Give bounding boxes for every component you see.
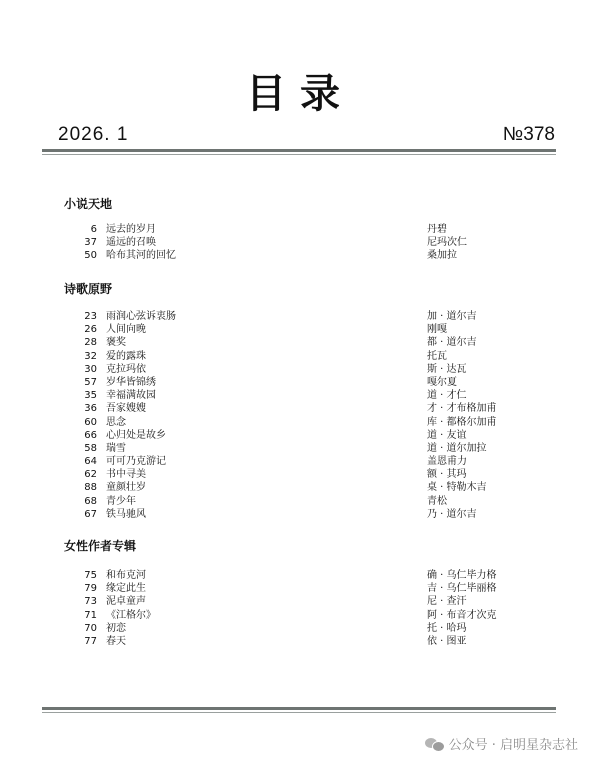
toc-article-title: 和布克河 (106, 570, 146, 581)
toc-article-title: 吾家嫂嫂 (106, 403, 146, 415)
toc-page-number: 73 (84, 596, 97, 608)
toc-page-number: 50 (84, 250, 97, 262)
toc-author: 都 · 道尔吉 (427, 337, 477, 349)
toc-author: 嘎尔夏 (427, 376, 457, 388)
toc-page-number: 68 (84, 495, 97, 507)
toc-article-title: 幸福满故园 (106, 390, 156, 402)
toc-entry[interactable] (64, 442, 504, 455)
watermark (425, 734, 578, 753)
toc-article-title: 岁华皆锦绣 (106, 376, 156, 388)
toc-article-title: 雨润心弦诉衷肠 (106, 311, 176, 322)
watermark-text: 公众号 · 启明星杂志社 (448, 738, 578, 753)
toc-author: 阿 · 布音才次克 (427, 609, 497, 621)
toc-entry[interactable] (64, 455, 504, 468)
toc-article-title: 《江格尔》 (106, 609, 156, 621)
toc-author: 乃 · 道尔吉 (427, 508, 477, 520)
toc-entry[interactable] (64, 336, 504, 349)
toc-page-number: 26 (84, 324, 97, 336)
toc-entry[interactable] (64, 323, 504, 336)
wechat-icon (425, 737, 443, 751)
toc-page-number: 36 (84, 403, 97, 415)
toc-author: 加 · 道尔吉 (427, 311, 477, 322)
toc-article-title: 初恋 (106, 622, 126, 634)
toc-entry[interactable] (64, 310, 504, 323)
toc-entry[interactable] (64, 376, 504, 389)
toc-article-title: 缘定此生 (106, 583, 146, 595)
toc-author: 青松 (427, 495, 447, 507)
toc-entry[interactable] (64, 363, 504, 376)
section-title: 女性作者专辑 (64, 539, 137, 553)
toc-article-title: 哈布其河的回忆 (106, 250, 176, 262)
toc-author: 桌 · 特勒木吉 (427, 482, 487, 494)
toc-article-title: 铁马驰风 (106, 508, 146, 520)
toc-article-title: 书中寻美 (106, 469, 146, 481)
toc-author: 依 · 图亚 (427, 635, 467, 647)
toc-page-number: 62 (84, 469, 97, 481)
toc-page-number: 32 (84, 350, 97, 362)
toc-article-title: 春天 (106, 635, 126, 647)
section-title: 小说天地 (64, 197, 113, 211)
toc-author: 才 · 才布格加甫 (427, 403, 497, 415)
toc-entry[interactable] (64, 249, 504, 262)
toc-page-number: 60 (84, 416, 97, 428)
toc-entry[interactable] (64, 416, 504, 429)
toc-author: 尼 · 查汗 (427, 596, 467, 608)
toc-entry[interactable] (64, 236, 504, 249)
toc-article-title: 远去的岁月 (106, 224, 156, 235)
toc-author: 吉 · 乌仁毕丽格 (427, 583, 497, 595)
section-poetry (64, 280, 504, 521)
toc-page-number: 64 (84, 456, 97, 468)
toc-entry[interactable] (64, 495, 504, 508)
toc-entry[interactable] (64, 350, 504, 363)
toc-article-title: 青少年 (106, 495, 136, 507)
toc-article-title: 思念 (106, 416, 126, 428)
toc-author: 托 · 哈玛 (427, 622, 467, 634)
toc-entry[interactable] (64, 569, 504, 582)
toc-page-number: 75 (84, 570, 97, 581)
toc-page-number: 67 (84, 508, 97, 520)
toc-entry[interactable] (64, 622, 504, 635)
toc-entry[interactable] (64, 402, 504, 415)
toc-author: 尼玛次仁 (427, 237, 467, 249)
toc-author: 库 · 都格尔加甫 (427, 416, 497, 428)
toc-entry[interactable] (64, 508, 504, 521)
toc-page-number: 88 (84, 482, 97, 494)
toc-author: 丹碧 (427, 224, 447, 235)
toc-author: 刚嘎 (427, 324, 447, 336)
bottom-divider (42, 707, 556, 713)
toc-author: 斯 · 达瓦 (427, 363, 467, 375)
toc-page-number: 6 (90, 224, 97, 235)
section-title: 诗歌原野 (64, 282, 113, 296)
toc-article-title: 童颜壮岁 (106, 482, 146, 494)
toc-entry[interactable] (64, 468, 504, 481)
toc-entry[interactable] (64, 223, 504, 236)
toc-entry[interactable] (64, 635, 504, 648)
toc-page-number: 57 (84, 376, 97, 388)
toc-page-number: 58 (84, 442, 97, 454)
toc-author: 确 · 乌仁毕力格 (427, 570, 497, 581)
page-title: 目录 (246, 71, 354, 117)
toc-page-number: 28 (84, 337, 97, 349)
toc-entry[interactable] (64, 389, 504, 402)
toc-author: 额 · 其玛 (427, 469, 467, 481)
toc-entry[interactable] (64, 481, 504, 494)
section-fiction (64, 195, 504, 263)
issue-date: 2026. 1 (58, 124, 129, 145)
toc-article-title: 爱的露珠 (106, 350, 146, 362)
toc-article-title: 泥卓童声 (106, 596, 146, 608)
top-divider (42, 149, 556, 155)
toc-entry[interactable] (64, 582, 504, 595)
toc-article-title: 心归处是故乡 (106, 429, 166, 441)
toc-author: 桑加拉 (427, 250, 457, 262)
toc-page-number: 70 (84, 622, 97, 634)
toc-page-number: 37 (84, 237, 97, 249)
toc-page-number: 79 (84, 583, 97, 595)
toc-author: 托瓦 (427, 350, 447, 362)
issue-number: №378 (502, 124, 555, 145)
toc-article-title: 可可乃克游记 (106, 456, 166, 468)
toc-author: 盖恩甫力 (427, 456, 467, 468)
toc-article-title: 褒奖 (106, 337, 126, 349)
toc-author: 道 · 道尔加拉 (427, 442, 487, 454)
toc-article-title: 遥远的召唤 (106, 237, 156, 249)
toc-entry[interactable] (64, 595, 504, 608)
toc-author: 道 · 才仁 (427, 390, 467, 402)
toc-page-number: 77 (84, 635, 97, 647)
toc-page-number: 66 (84, 429, 97, 441)
toc-entry[interactable] (64, 609, 504, 622)
toc-page-number: 23 (84, 311, 97, 322)
toc-article-title: 克拉玛依 (106, 363, 146, 375)
section-women-authors (64, 537, 504, 648)
toc-page-number: 35 (84, 390, 97, 402)
toc-page-number: 71 (84, 609, 97, 621)
toc-entry[interactable] (64, 429, 504, 442)
toc-article-title: 瑞雪 (106, 442, 126, 454)
toc-author: 道 · 友谊 (427, 429, 467, 441)
toc-article-title: 人间向晚 (106, 324, 146, 336)
toc-page-number: 30 (84, 363, 97, 375)
